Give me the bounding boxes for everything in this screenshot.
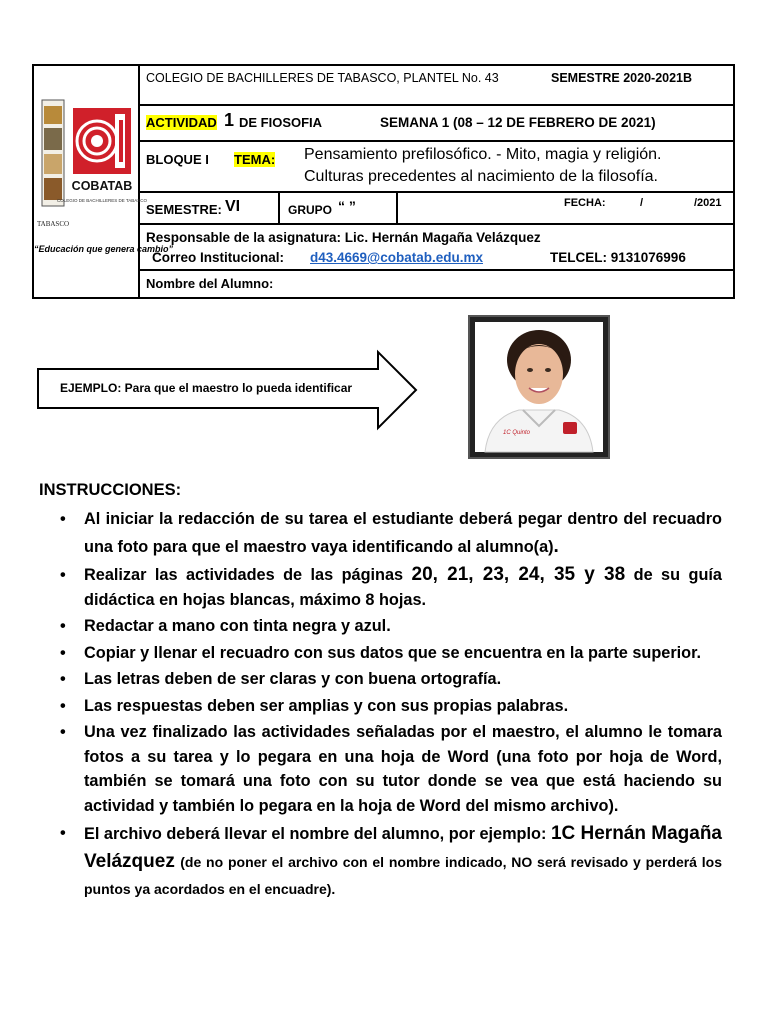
group-label: GRUPO: [288, 203, 333, 217]
phone: TELCEL: 9131076996: [550, 250, 686, 265]
list-item: [60, 641, 722, 666]
list-item: [60, 563, 722, 612]
list-item: [60, 667, 722, 692]
instruction-period: .: [553, 536, 559, 557]
instruction-pages: 20, 21, 23, 24, 35 y 38: [411, 564, 626, 585]
instructions-list: [60, 505, 722, 905]
cobatab-brand-sub: COLEGIO DE BACHILLERES DE TABASCO: [56, 198, 148, 203]
example-label: EJEMPLO: Para que el maestro lo pueda identificar: [60, 381, 353, 395]
row-topic: [138, 142, 733, 193]
row-semester: [138, 193, 733, 225]
instruction-text: Copiar y llenar el recuadro con sus datos que se encuentra en la parte superior.: [84, 643, 702, 662]
row-school: [138, 66, 733, 106]
student-label: Nombre del Alumno:: [146, 276, 274, 291]
student-photo: [475, 322, 603, 452]
instruction-text: Al iniciar la redacción de su tarea el estudiante deberá pegar dentro del recuadro una foto para que el maestro vaya identificando al alumno(a): [84, 510, 722, 556]
email-link[interactable]: d43.4669@cobatab.edu.mx: [310, 250, 483, 265]
list-item: [60, 820, 722, 903]
group-value: “ ”: [338, 198, 356, 214]
date-label: FECHA:: [564, 197, 606, 209]
list-item: [60, 505, 722, 561]
week-range: SEMANA 1 (08 – 12 DE FEBRERO DE 2021): [380, 115, 656, 130]
activity-label: ACTIVIDAD: [146, 115, 217, 130]
tagline: “Educación que genera cambio”: [34, 244, 174, 254]
topic-label: TEMA:: [234, 152, 276, 167]
semester-period: SEMESTRE 2020-2021B: [551, 71, 693, 85]
tabasco-crest-logo: [38, 96, 68, 244]
instruction-example-name: 1C Hernán Magaña Velázquez: [84, 823, 722, 872]
instruction-text: (de no poner el archivo con el nombre indicado, NO será revisado y perderá los puntos ya acordados en el encuadre).: [84, 854, 722, 897]
activity-subject: DE FIOSOFIA: [239, 115, 323, 130]
instruction-text: Las respuestas deben ser amplias y con sus propias palabras.: [84, 696, 569, 715]
instruction-text: Redactar a mano con tinta negra y azul.: [84, 617, 391, 635]
row-activity: [138, 106, 733, 142]
semester-value: VI: [225, 198, 241, 215]
topic-line-2: Culturas precedentes al nacimiento de la filosofía.: [304, 168, 658, 185]
crest-label: TABASCO: [36, 220, 70, 228]
instruction-text: Realizar las actividades de las páginas: [84, 566, 404, 584]
block-label: BLOQUE I: [146, 152, 209, 167]
logo-cell: [34, 66, 174, 297]
row-teacher: [138, 225, 733, 271]
teacher-name: Responsable de la asignatura: Lic. Hernán Magaña Velázquez: [146, 230, 541, 245]
instructions-title: INSTRUCCIONES:: [39, 481, 182, 499]
header-table: [32, 64, 735, 299]
topic-line-1: Pensamiento prefilosófico. - Mito, magia y religión.: [304, 146, 662, 163]
row-student: [138, 271, 733, 297]
date-year: /2021: [694, 197, 722, 209]
instruction-text: de su guía didáctica en hojas blancas, máximo 8 hojas.: [84, 566, 722, 609]
semester-label: SEMESTRE:: [146, 202, 222, 217]
shirt-text: 1C Quinto: [503, 430, 531, 436]
date-separator: /: [640, 197, 644, 209]
instruction-text: Las letras deben de ser claras y con buena ortografía.: [84, 670, 502, 688]
list-item: [60, 720, 722, 818]
email-label: Correo Institucional:: [152, 250, 285, 265]
cobatab-brand: COBATAB: [71, 179, 133, 193]
instruction-text: El archivo deberá llevar el nombre del alumno, por ejemplo:: [84, 825, 547, 843]
instruction-text: Una vez finalizado las actividades señaladas por el maestro, el alumno le tomara fotos a su tarea y lo pegara en una hoja de Word (una foto por hoja de Word, también se tomará una foto con su tutor donde se vea que está haciendo su actividad y también lo pegara en la hoja de Word del mismo archivo).: [84, 723, 722, 815]
school-name: COLEGIO DE BACHILLERES DE TABASCO, PLANTEL No. 43: [146, 71, 499, 85]
list-item: [60, 614, 722, 639]
activity-number: 1: [224, 110, 235, 130]
list-item: [60, 694, 722, 719]
cobatab-logo: [56, 106, 148, 216]
